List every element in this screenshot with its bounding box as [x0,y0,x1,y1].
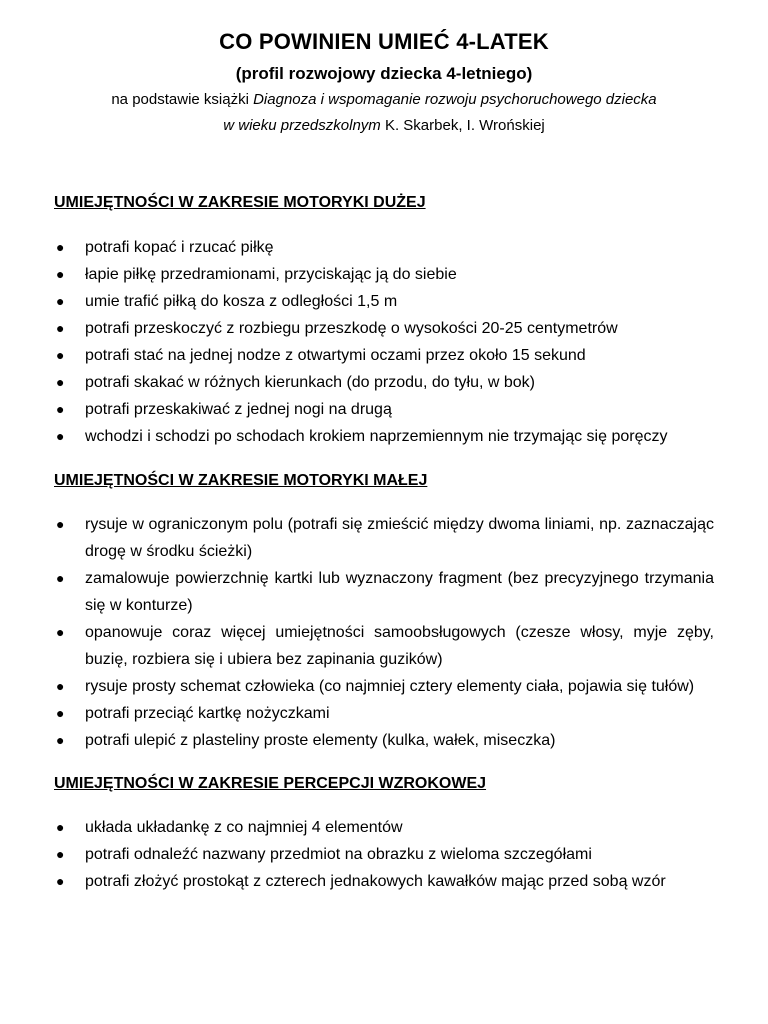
source-authors: K. Skarbek, I. Wrońskiej [380,117,545,134]
page-title: CO POWINIEN UMIEĆ 4-LATEK [219,29,549,54]
list-item [54,511,714,565]
bullet-icon: ● [56,516,65,532]
bullet-icon: ● [56,705,65,721]
source-line-2 [54,114,714,138]
section-heading: UMIEJĘTNOŚCI W ZAKRESIE PERCEPCJI WZROKOWEJ [54,775,487,792]
list-item-text: rysuje w ograniczonym polu (potrafi się zmieścić między dwoma liniami, np. zaznaczając drogę w środku ścieżki) [85,516,714,560]
bullet-icon: ● [56,320,65,336]
list-item-text: potrafi przeskoczyć z rozbiegu przeszkodę o wysokości 20-25 centymetrów [85,320,618,337]
source-prefix: na podstawie książki [111,91,254,108]
list-item-text: potrafi przeskakiwać z jednej nogi na drugą [85,401,392,418]
list-item-text: łapie piłkę przedramionami, przyciskając ją do siebie [85,266,457,283]
list-item [54,727,714,754]
bullet-icon: ● [56,266,65,282]
list-item-text: potrafi ulepić z plasteliny proste elementy (kulka, wałek, miseczka) [85,732,556,749]
list-item [54,814,714,841]
list-item-text: układa układankę z co najmniej 4 elementów [85,819,403,836]
list-item [54,619,714,673]
section-gross-motor [54,191,714,450]
list-item-text: rysuje prosty schemat człowieka (co najmniej cztery elementy ciała, pojawia się tułów) [85,678,695,695]
list-item-text: zamalowuje powierzchnię kartki lub wyznaczony fragment (bez precyzyjnego trzymania się w konturze) [85,570,714,614]
source-book-title-part2: w wieku przedszkolnym [223,117,381,134]
source-book-title-part1: Diagnoza i wspomaganie rozwoju psychoruchowego dziecka [253,91,657,108]
list-item [54,369,714,396]
bullet-icon: ● [56,819,65,835]
bullet-icon: ● [56,732,65,748]
list-item [54,315,714,342]
skill-list [54,511,714,754]
list-item [54,342,714,369]
list-item-text: potrafi złożyć prostokąt z czterech jednakowych kawałków mając przed sobą wzór [85,873,666,890]
bullet-icon: ● [56,401,65,417]
list-item-text: opanowuje coraz więcej umiejętności samoobsługowych (czesze włosy, myje zęby, buzię, rozbiera się i ubiera bez zapinania guzików) [85,624,714,668]
section-fine-motor [54,469,714,754]
source-line-1 [54,88,714,112]
list-item [54,841,714,868]
list-item-text: umie trafić piłką do kosza z odległości 1,5 m [85,293,398,310]
bullet-icon: ● [56,374,65,390]
list-item [54,396,714,423]
page-subtitle: (profil rozwojowy dziecka 4-letniego) [235,64,533,83]
list-item [54,565,714,619]
bullet-icon: ● [56,678,65,694]
list-item [54,673,714,700]
section-heading: UMIEJĘTNOŚCI W ZAKRESIE MOTORYKI MAŁEJ [54,472,428,489]
list-item [54,868,714,895]
bullet-icon: ● [56,624,65,640]
bullet-icon: ● [56,347,65,363]
list-item-text: potrafi stać na jednej nodze z otwartymi oczami przez około 15 sekund [85,347,586,364]
list-item [54,423,714,450]
skill-list [54,814,714,895]
list-item [54,234,714,261]
list-item [54,288,714,315]
bullet-icon: ● [56,428,65,444]
bullet-icon: ● [56,846,65,862]
bullet-icon: ● [56,570,65,586]
bullet-icon: ● [56,293,65,309]
list-item-text: wchodzi i schodzi po schodach krokiem naprzemiennym nie trzymając się poręczy [85,428,668,445]
list-item-text: potrafi kopać i rzucać piłkę [85,239,274,256]
list-item-text: potrafi przeciąć kartkę nożyczkami [85,705,330,722]
list-item-text: potrafi skakać w różnych kierunkach (do przodu, do tyłu, w bok) [85,374,535,391]
bullet-icon: ● [56,873,65,889]
section-heading: UMIEJĘTNOŚCI W ZAKRESIE MOTORYKI DUŻEJ [54,194,426,211]
section-visual-perception [54,772,714,895]
list-item-text: potrafi odnaleźć nazwany przedmiot na obrazku z wieloma szczegółami [85,846,592,863]
list-item [54,261,714,288]
list-item [54,700,714,727]
skill-list [54,234,714,450]
bullet-icon: ● [56,239,65,255]
